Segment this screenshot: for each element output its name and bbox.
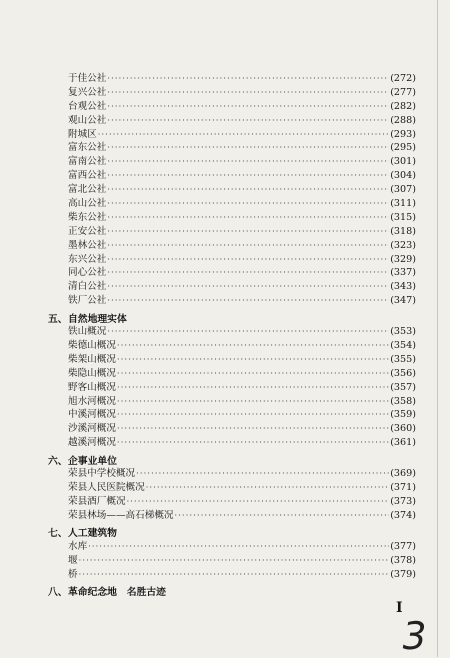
toc-entry-page: (353) [390, 326, 416, 338]
toc-group-structures [48, 540, 416, 582]
toc-entry [48, 436, 416, 450]
toc-entry [48, 495, 416, 509]
toc-entry-label: 桥 [68, 568, 78, 580]
handwritten-page-number: 3 [398, 614, 431, 658]
toc-entry-label: 富西公社 [68, 170, 107, 182]
toc-entry-page: (355) [390, 353, 416, 365]
dot-leader [107, 141, 389, 155]
section-number: 七、 [48, 528, 68, 540]
toc-entry-label: 柴德山概况 [68, 340, 116, 352]
dot-leader [107, 197, 389, 211]
toc-entry-page: (356) [390, 367, 416, 379]
dot-leader [146, 481, 389, 495]
toc-entry-label: 复兴公社 [68, 86, 107, 98]
toc-entry-label: 柴东公社 [68, 211, 107, 223]
toc-group-geography [48, 325, 416, 450]
dot-leader [117, 367, 389, 381]
toc-entry-page: (277) [390, 86, 416, 98]
dot-leader [117, 422, 389, 436]
toc-entry-page: (357) [390, 381, 416, 393]
dot-leader [107, 100, 389, 114]
dot-leader [127, 495, 390, 509]
toc-entry-label: 野客山概况 [68, 381, 116, 393]
toc-entry-label: 旭水河概况 [68, 395, 116, 407]
toc-entry [48, 128, 416, 142]
dot-leader [107, 86, 389, 100]
dot-leader [107, 155, 389, 169]
toc-entry-label: 台观公社 [68, 100, 107, 112]
toc-entry-label: 富北公社 [68, 184, 107, 196]
toc-entry-label: 富南公社 [68, 156, 107, 168]
toc-entry [48, 239, 416, 253]
toc-entry-page: (371) [390, 482, 416, 494]
dot-leader [117, 408, 389, 422]
toc-entry-page: (301) [390, 156, 416, 168]
toc-entry [48, 509, 416, 523]
toc-entry-label: 柴隐山概况 [68, 367, 116, 379]
toc-entry-page: (315) [390, 211, 416, 223]
toc-entry-page: (378) [390, 554, 416, 566]
toc-entry [48, 169, 416, 183]
toc-entry [48, 422, 416, 436]
dot-leader [117, 395, 389, 409]
toc-entry [48, 481, 416, 495]
toc-entry [48, 467, 416, 481]
section-heading-8 [48, 583, 416, 598]
dot-leader [107, 294, 389, 308]
dot-leader [117, 381, 389, 395]
toc-entry [48, 353, 416, 367]
toc-entry-label: 于佳公社 [68, 73, 107, 84]
toc-entry-label: 高山公社 [68, 198, 107, 210]
toc-entry-label: 同心公社 [68, 267, 107, 279]
toc-entry-page: (347) [390, 295, 416, 307]
toc-entry-page: (379) [390, 568, 416, 580]
toc-entry [48, 395, 416, 409]
dot-leader [175, 509, 390, 523]
toc-entry-page: (374) [390, 509, 416, 521]
toc-entry [48, 86, 416, 100]
toc-entry [48, 114, 416, 128]
toc-entry [48, 155, 416, 169]
dot-leader [88, 540, 389, 554]
toc-entry-label: 堰 [68, 554, 78, 566]
dot-leader [117, 436, 389, 450]
dot-leader [107, 225, 389, 239]
dot-leader [107, 211, 389, 225]
page-numeral: I [396, 600, 403, 616]
section-heading-7 [48, 525, 416, 540]
toc-entry [48, 540, 416, 554]
toc-entry-label: 正安公社 [68, 225, 107, 237]
toc-entry [48, 141, 416, 155]
section-heading-5 [48, 310, 416, 325]
toc-entry [48, 211, 416, 225]
toc-entry-page: (343) [390, 281, 416, 293]
toc-entry [48, 72, 416, 86]
section-title: 自然地理实体 [68, 313, 127, 325]
dot-leader [107, 280, 389, 294]
toc-entry-page: (307) [390, 184, 416, 196]
toc-entry-page: (329) [390, 253, 416, 265]
toc-entry [48, 183, 416, 197]
dot-leader [79, 554, 390, 568]
dot-leader [79, 568, 390, 582]
dot-leader [107, 72, 389, 86]
toc-entry-page: (295) [390, 142, 416, 154]
toc-group-communes [48, 72, 416, 308]
toc-entry-label: 沙溪河概况 [68, 423, 116, 435]
toc-entry-page: (361) [390, 437, 416, 449]
section-title: 人工建筑物 [68, 528, 117, 540]
toc-entry [48, 408, 416, 422]
dot-leader [107, 266, 389, 280]
toc-entry-label: 铁山概况 [68, 326, 107, 338]
toc-entry-page: (288) [390, 114, 416, 126]
toc-entry-label: 荣县人民医院概况 [68, 482, 145, 494]
toc-entry-page: (311) [390, 198, 416, 210]
toc-entry-label: 铁厂公社 [68, 295, 107, 307]
toc-entry-label: 荣县林场——高石梯概况 [68, 509, 174, 521]
dot-leader [107, 114, 389, 128]
toc-entry-page: (359) [390, 409, 416, 421]
toc-entry-page: (377) [390, 540, 416, 552]
toc-entry-label: 荣县中学校概况 [68, 468, 136, 480]
section-title: 革命纪念地 名胜古迹 [68, 586, 166, 598]
toc-entry [48, 280, 416, 294]
toc-entry-label: 墨林公社 [68, 239, 107, 251]
toc-entry-label: 附城区 [68, 128, 97, 140]
toc-entry-label: 观山公社 [68, 114, 107, 126]
toc-entry-label: 中溪河概况 [68, 409, 116, 421]
toc-entry-page: (304) [390, 170, 416, 182]
toc-entry [48, 266, 416, 280]
toc-entry-page: (272) [390, 73, 416, 84]
toc-entry [48, 225, 416, 239]
dot-leader [107, 169, 389, 183]
toc-entry [48, 367, 416, 381]
toc-entry [48, 381, 416, 395]
toc-entry-label: 东兴公社 [68, 253, 107, 265]
toc-entry-page: (358) [390, 395, 416, 407]
toc-group-enterprises [48, 467, 416, 523]
toc-entry-label: 清白公社 [68, 281, 107, 293]
toc-entry-label: 柴架山概况 [68, 353, 116, 365]
toc-entry [48, 568, 416, 582]
table-of-contents [48, 72, 416, 598]
toc-entry-label: 越溪河概况 [68, 437, 116, 449]
toc-entry [48, 325, 416, 339]
toc-entry-page: (293) [390, 128, 416, 140]
toc-entry [48, 253, 416, 267]
dot-leader [117, 353, 389, 367]
dot-leader [107, 239, 389, 253]
dot-leader [107, 325, 389, 339]
toc-entry [48, 100, 416, 114]
toc-entry-page: (323) [390, 239, 416, 251]
toc-entry [48, 294, 416, 308]
toc-entry-page: (360) [390, 423, 416, 435]
dot-leader [107, 253, 389, 267]
section-number: 六、 [48, 455, 68, 467]
toc-entry-page: (337) [390, 267, 416, 279]
toc-entry-label: 水库 [68, 540, 88, 552]
section-number: 五、 [48, 313, 68, 325]
toc-entry-page: (282) [390, 100, 416, 112]
toc-entry-label: 富东公社 [68, 142, 107, 154]
toc-entry [48, 197, 416, 211]
dot-leader [117, 339, 389, 353]
dot-leader [98, 128, 389, 142]
toc-entry-page: (318) [390, 225, 416, 237]
toc-entry-label: 荣县酒厂概况 [68, 495, 126, 507]
section-title: 企事业单位 [68, 455, 117, 467]
scan-edge-line [437, 0, 438, 657]
section-heading-6 [48, 452, 416, 467]
dot-leader [136, 467, 389, 481]
toc-entry-page: (354) [390, 340, 416, 352]
dot-leader [107, 183, 389, 197]
toc-entry [48, 554, 416, 568]
section-number: 八、 [48, 586, 68, 598]
toc-entry [48, 339, 416, 353]
toc-entry-page: (369) [390, 468, 416, 480]
toc-entry-page: (373) [390, 495, 416, 507]
